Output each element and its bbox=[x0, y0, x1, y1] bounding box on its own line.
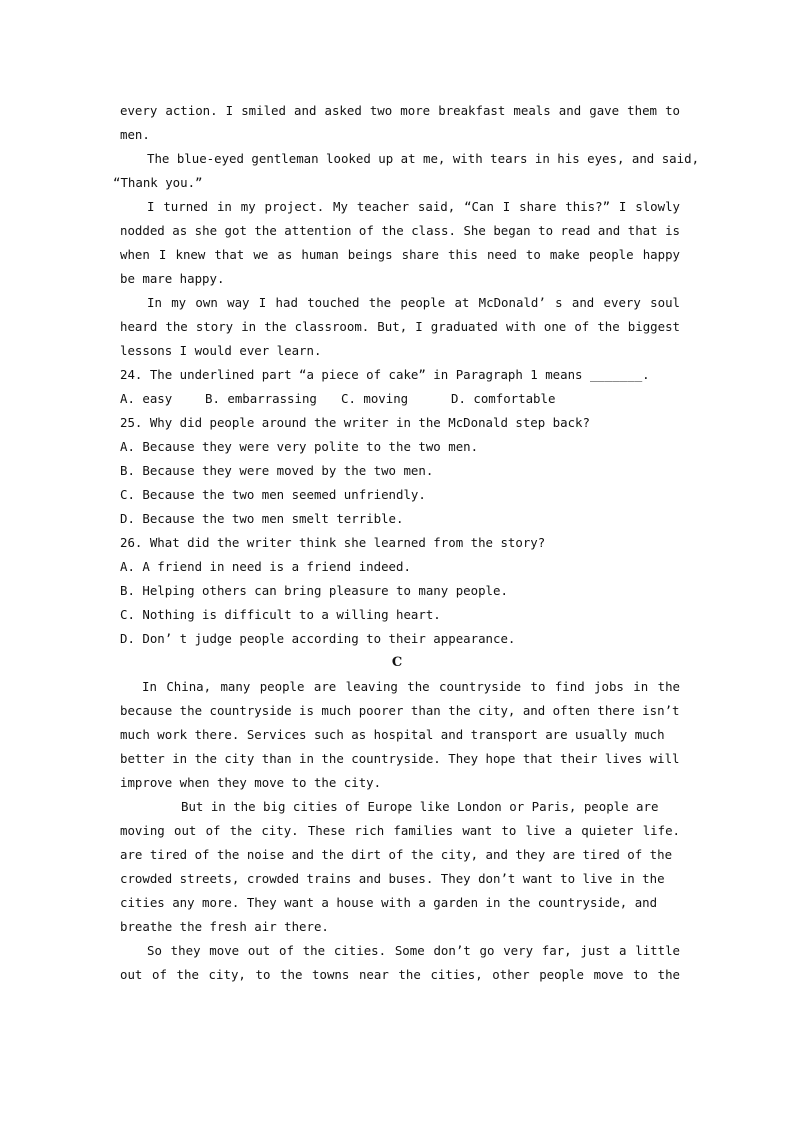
question-26-stem: 26. What did the writer think she learned from the story? bbox=[120, 535, 546, 550]
passage-c-line: But in the big cities of Europe like London or Paris, people are bbox=[181, 799, 659, 814]
passage-c-line: because the countryside is much poorer than the city, and often there isn’t bbox=[120, 703, 680, 718]
passage-c-line: better in the city than in the countryside. They hope that their lives will bbox=[120, 751, 680, 766]
option-d: D. comfortable bbox=[451, 391, 556, 406]
passage-line: nodded as she got the attention of the class. She began to read and that is bbox=[120, 223, 680, 238]
passage-c-line: cities any more. They want a house with a garden in the countryside, and bbox=[120, 895, 658, 910]
passage-c-line: are tired of the noise and the dirt of the city, and they are tired of the bbox=[120, 847, 673, 862]
passage-line: when I knew that we as human beings share this need to make people happy bbox=[120, 247, 680, 262]
passage-c-line: In China, many people are leaving the countryside to find jobs in the bbox=[142, 679, 680, 694]
question-25-option-a: A. Because they were very polite to the two men. bbox=[120, 439, 479, 454]
passage-line: lessons I would ever learn. bbox=[120, 343, 322, 358]
question-24-stem: 24. The underlined part “a piece of cake” in Paragraph 1 means _______. bbox=[120, 367, 650, 382]
passage-line: The blue-eyed gentleman looked up at me, with tears in his eyes, and said, bbox=[147, 151, 700, 166]
passage-line: “Thank you.” bbox=[113, 175, 203, 190]
passage-c-line: moving out of the city. These rich families want to live a quieter life. bbox=[120, 823, 680, 838]
passage-c-line: much work there. Services such as hospital and transport are usually much bbox=[120, 727, 665, 742]
blank-patch bbox=[120, 793, 150, 815]
passage-line: every action. I smiled and asked two more breakfast meals and gave them to bbox=[120, 103, 680, 118]
passage-c-line: out of the city, to the towns near the cities, other people move to the bbox=[120, 967, 680, 982]
passage-line: heard the story in the classroom. But, I graduated with one of the biggest bbox=[120, 319, 680, 334]
passage-c-line: So they move out of the cities. Some don’t go very far, just a little bbox=[147, 943, 680, 958]
question-25-option-b: B. Because they were moved by the two men. bbox=[120, 463, 434, 478]
section-heading: C bbox=[391, 655, 403, 670]
passage-line: In my own way I had touched the people at McDonald’ s and every soul bbox=[147, 295, 680, 310]
question-26-option-c: C. Nothing is difficult to a willing heart. bbox=[120, 607, 441, 622]
passage-c-line: improve when they move to the city. bbox=[120, 775, 382, 790]
question-26-option-b: B. Helping others can bring pleasure to many people. bbox=[120, 583, 508, 598]
question-25-option-d: D. Because the two men smelt terrible. bbox=[120, 511, 404, 526]
question-25-option-c: C. Because the two men seemed unfriendly. bbox=[120, 487, 426, 502]
question-26-option-a: A. A friend in need is a friend indeed. bbox=[120, 559, 411, 574]
option-b: B. embarrassing bbox=[205, 391, 317, 406]
passage-c-line: breathe the fresh air there. bbox=[120, 919, 329, 934]
passage-line: be mare happy. bbox=[120, 271, 225, 286]
question-24-options bbox=[120, 387, 680, 411]
question-26-option-d: D. Don’ t judge people according to their appearance. bbox=[120, 631, 516, 646]
passage-line: I turned in my project. My teacher said, “Can I share this?” I slowly bbox=[147, 199, 680, 214]
option-a: A. easy bbox=[120, 391, 173, 406]
passage-c-line: crowded streets, crowded trains and buses. They don’t want to live in the bbox=[120, 871, 665, 886]
question-25-stem: 25. Why did people around the writer in the McDonald step back? bbox=[120, 415, 590, 430]
passage-line: men. bbox=[120, 127, 150, 142]
option-c: C. moving bbox=[341, 391, 409, 406]
